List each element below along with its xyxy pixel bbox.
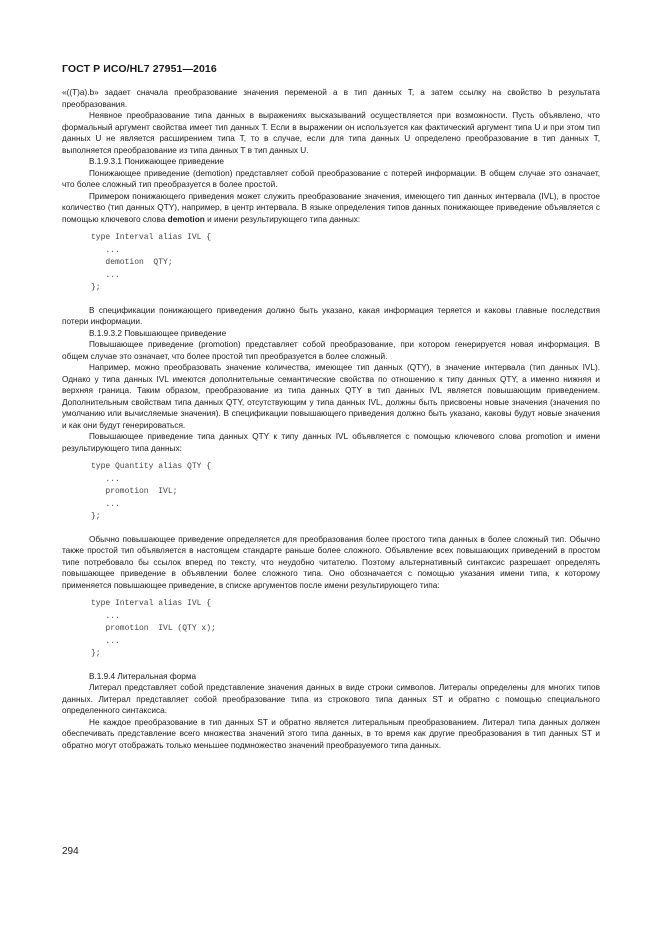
paragraph: В спецификации понижающего приведения должно быть указано, какая информация теряется и каковы главные последствия потери информации.: [62, 305, 600, 326]
paragraph: [62, 191, 600, 226]
page-number: 294: [62, 846, 79, 857]
paragraph-text: и имени результирующего типа данных:: [204, 214, 361, 224]
code-block: type Quantity alias QTY { ... promotion IVL; ... };: [91, 462, 212, 521]
code-block: type Interval alias IVL { ... demotion QTY; ... };: [91, 233, 212, 292]
paragraph: Повышающее приведение типа данных QTY к типу данных IVL объявляется с помощью ключевого слова promotion и имени результирующего типа данных:: [62, 432, 600, 453]
paragraph: Не каждое преобразование в тип данных ST и обратно является литеральным преобразованием. Литерал типа данных должен обеспечивать представление всего множества значений этого типа данных, в то время как другие преобразования в тип данных ST и обратно могут отображать только меньшее подмножество значений преобразуемого типа данных.: [62, 717, 600, 750]
paragraph: Неявное преобразование типа данных в выражениях высказываний осуществляется при возможности. Пусть объявлено, что формальный аргумент свойства имеет тип данных T. Если в выражении он используется как фактический аргумент типа U и при этом тип данных U не является расширением типа T, то в случае, если для типа данных U определено преобразование в тип данных T, выполняется преобразование из типа данных T в тип данных U.: [62, 111, 600, 155]
paragraph: Повышающее приведение (promotion) представляет собой преобразование, при котором генерируется новая информация. В общем случае это означает, что более простой тип преобразуется в более сложный.: [62, 340, 600, 361]
standard-title: ГОСТ Р ИСО/HL7 27951—2016: [62, 63, 217, 75]
paragraph: Литерал представляет собой представление значения данных в виде строки символов. Литералы определены для многих типов данных. Литерал представляет собой преобразование типа из строкового типа данных ST и обратно с помощью специального определенного синтаксиса.: [62, 683, 600, 715]
paragraph: Обычно повышающее приведение определяется для преобразования более простого типа данных в более сложный тип. Обычно также простой тип объявляется в настоящем стандарте раньше более сложного. Объявление всех повышающих приведений в простом типе потребовало бы ссылок вперед по тексту, что неудобно читателю. Поэтому альтернативный синтаксис разрешает определять повышающее приведение в объявлении более сложного типа. Оно обозначается с помощью указания имени типа, к которому применяется повышающее приведение, в списке аргументов после имени результирующего типа:: [62, 534, 600, 590]
paragraph: «((T)a).b» задает сначала преобразование значения переменой a в тип данных T, а затем ссылку на свойство b результата преобразования.: [62, 88, 600, 109]
section-heading: B.1.9.4 Литеральная форма: [89, 671, 197, 681]
section-heading: B.1.9.3.2 Повышающее приведение: [89, 328, 227, 338]
paragraph: Понижающее приведение (demotion) представляет собой преобразование с потерей информации. В общем случае это означает, что более сложный тип преобразуется в более простой.: [62, 168, 600, 189]
keyword-demotion: demotion: [167, 214, 205, 224]
section-heading: B.1.9.3.1 Понижающее приведение: [89, 157, 224, 166]
code-block: type Interval alias IVL { ... promotion IVL (QTY x); ... };: [91, 599, 216, 658]
paragraph-text: Примером понижающего приведения может служить преобразование значения, имеющего тип данных интервала (IVL), в простое количество (тип данных QTY), например, в центр интервала. В языке определения типов данных понижающее приведение объявляется с помощью ключевого слова: [62, 191, 600, 224]
paragraph: Например, можно преобразовать значение количества, имеющее тип данных (QTY), в значение интервала (тип данных IVL). Однако у типа данных IVL имеются дополнительные семантические свойства по отношению к типу данных QTY, а именно нижняя и верхняя граница. Таким образом, преобразование из типа данных QTY в тип данных IVL является повышающим приведением. Дополнительным свойствам типа данных QTY, отсутствующим у типа данных IVL, должны быть присвоены новые значения (значения по умолчанию или вычисляемые значения). В спецификации повышающего приведения должно быть указано, каковы будут новые значения и как они будут генерироваться.: [62, 363, 600, 430]
document-body: [62, 87, 600, 751]
